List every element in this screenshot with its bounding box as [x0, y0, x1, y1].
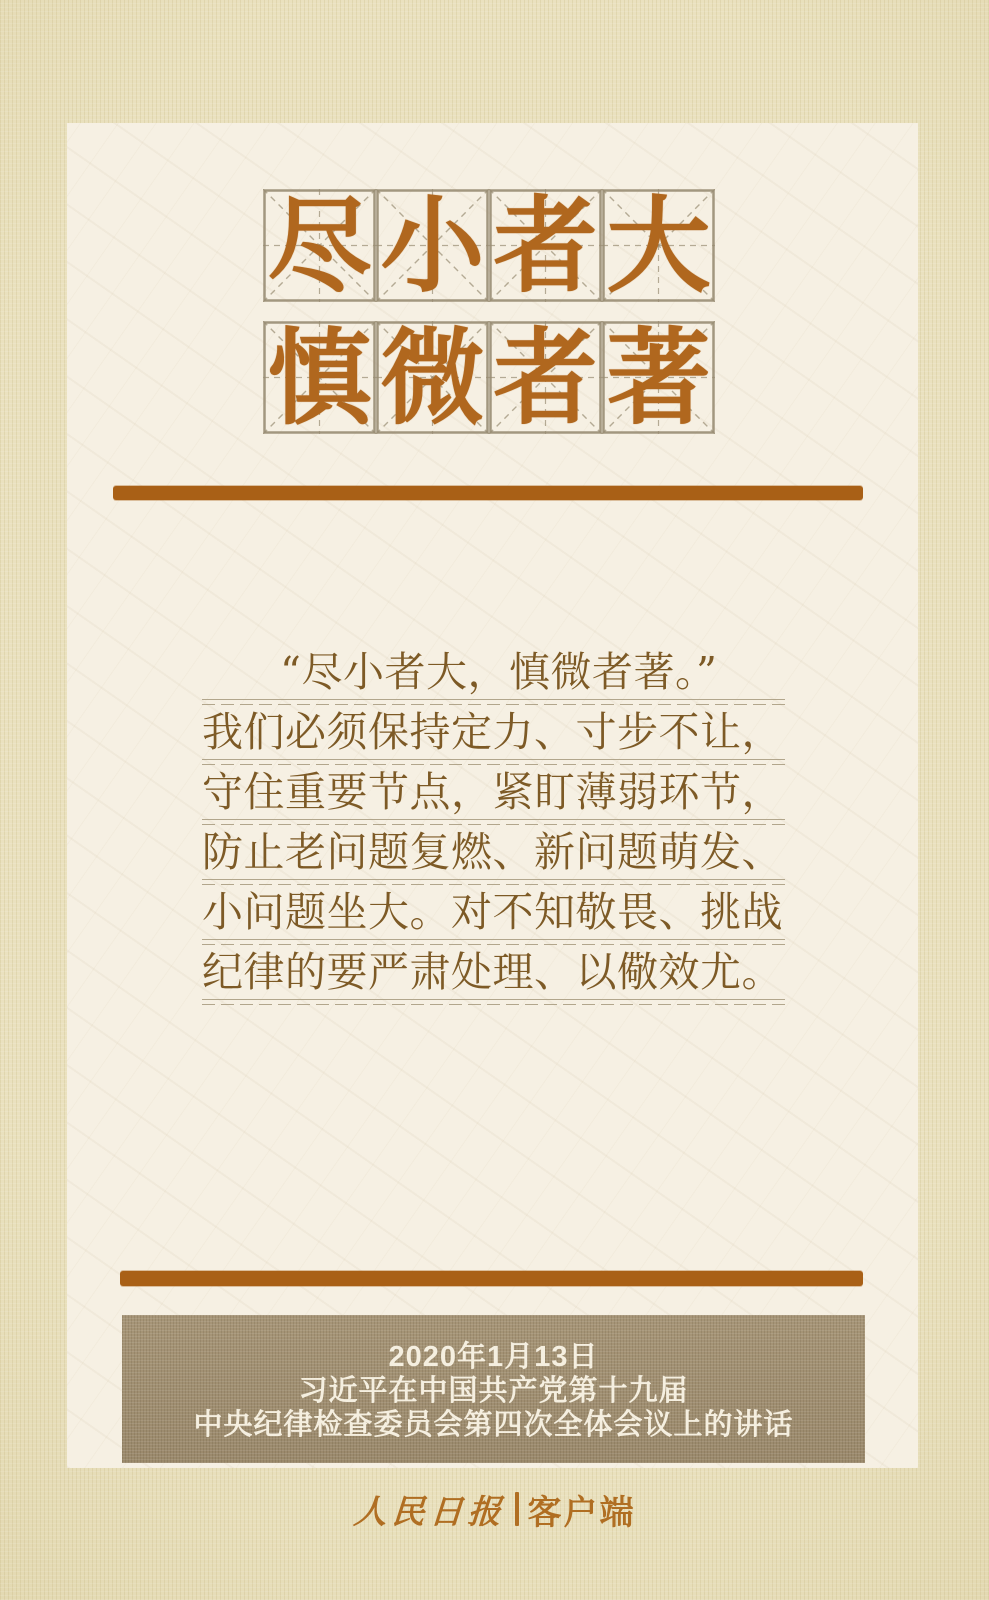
- quote-line: [202, 645, 788, 705]
- title-cell: [263, 316, 376, 439]
- brand-divider-bar: [515, 1492, 519, 1526]
- quote-card: [67, 123, 918, 1468]
- peoples-daily-logo: 人民日报: [351, 1491, 507, 1531]
- attribution-date: 2020年1月13日: [388, 1341, 599, 1373]
- title-char: 者: [493, 184, 598, 307]
- brand-client-label: 客户端: [527, 1493, 636, 1532]
- attribution-speaker: 习近平在中国共产党第十九届: [298, 1375, 689, 1407]
- quote-line: [202, 765, 788, 825]
- title-char: 慎: [267, 316, 372, 439]
- title-char: 者: [493, 316, 598, 439]
- title-cell: [376, 316, 489, 439]
- title-cell: [489, 184, 602, 307]
- quote-line-text: 小问题坐大。对不知敬畏、挑战: [202, 888, 783, 936]
- title-row-1: [263, 184, 718, 307]
- quote-line: [202, 825, 788, 885]
- quote-line: [202, 885, 788, 945]
- title-char: 尽: [267, 184, 372, 307]
- title-cell: [602, 184, 715, 307]
- brand-footer: [0, 1482, 989, 1536]
- title-char: 微: [380, 316, 485, 439]
- quote-line: [202, 945, 788, 1005]
- title-char: 小: [380, 184, 485, 307]
- attribution-occasion: 中央纪律检查委员会第四次全体会议上的讲话: [193, 1409, 794, 1441]
- bottom-divider: [120, 1271, 863, 1286]
- top-divider: [113, 486, 863, 500]
- quote-block: [202, 645, 788, 1005]
- title-cell: [602, 316, 715, 439]
- title-char: 著: [606, 316, 711, 439]
- title-grid: [263, 184, 718, 439]
- quote-line-text: 我们必须保持定力、寸步不让，: [202, 708, 783, 756]
- quote-line: [202, 705, 788, 765]
- ruled-line: [202, 999, 785, 1005]
- attribution-box: [122, 1315, 865, 1463]
- quote-line-text: “尽小者大，慎微者著。”: [280, 648, 718, 696]
- quote-line-text: 防止老问题复燃、新问题萌发、: [202, 828, 783, 876]
- title-cell: [489, 316, 602, 439]
- title-cell: [263, 184, 376, 307]
- quote-line-text: 守住重要节点，紧盯薄弱环节，: [202, 768, 783, 816]
- title-row-2: [263, 316, 718, 439]
- quote-line-text: 纪律的要严肃处理、以儆效尤。: [202, 948, 783, 996]
- title-char: 大: [606, 184, 711, 307]
- title-cell: [376, 184, 489, 307]
